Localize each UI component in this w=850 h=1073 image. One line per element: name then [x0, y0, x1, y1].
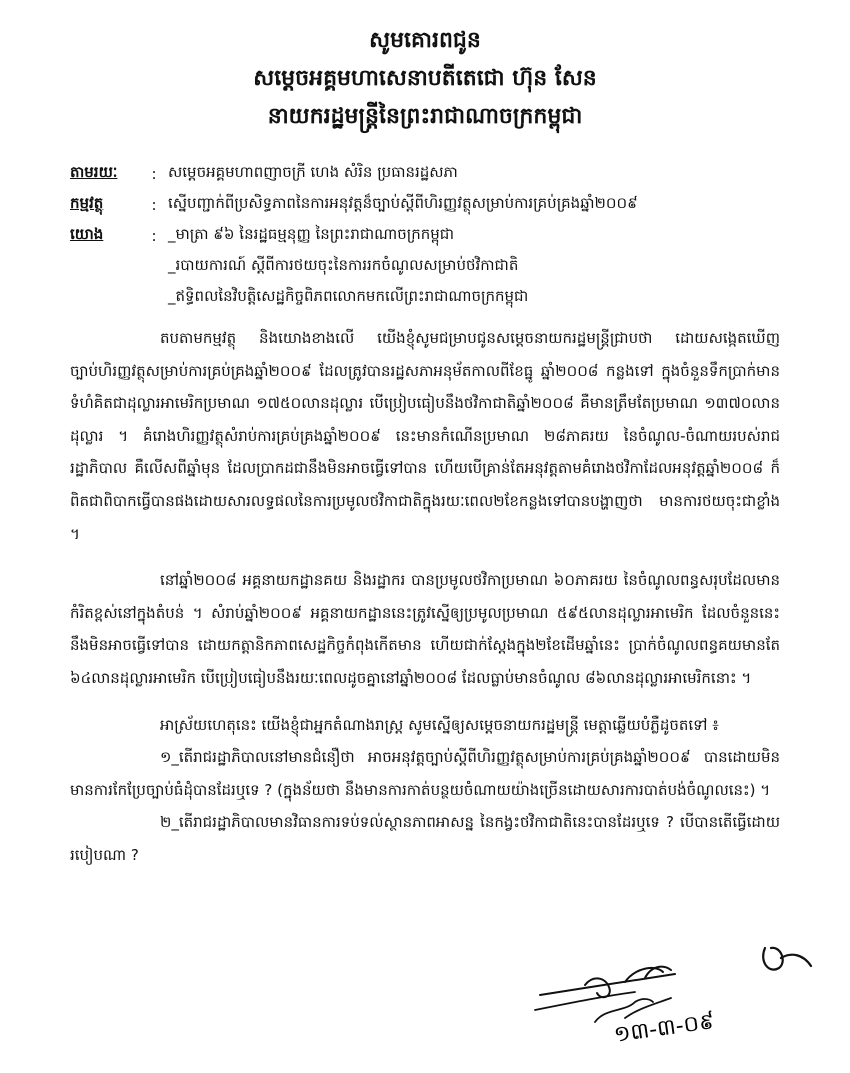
via-value: សម្តេចអគ្គមហាពញាចក្រី ហេង សំរិន ប្រធានរដ្ឋសភា	[168, 162, 458, 181]
reference-label: យោង	[70, 224, 104, 243]
letter-meta	[70, 158, 790, 313]
subject-label: កម្មវត្ថុ	[70, 193, 104, 212]
subject-row	[70, 189, 790, 220]
paragraph-gap	[70, 550, 780, 564]
question-2: ២_តើរាជរដ្ឋាភិបាលមានវិធានការទប់ទល់ស្ថានភាពអាសន្ន នៃកង្វះថវិកាជាតិនេះបានដែរឬទេ ? បើបានតើធ្វើដោយរបៀបណា ?	[70, 813, 780, 864]
body-paragraph-1: តបតាមកម្មវត្ថុ និងយោងខាងលើ យើងខ្ញុំសូមជម្រាបជូនសម្តេចនាយករដ្ឋមន្ត្រីជ្រាបថា ដោយសង្កេតឃើញច្បាប់ហិរញ្ញវត្ថុសម្រាប់ការគ្រប់គ្រងឆ្នាំ២០០៩ ដែលត្រូវបានរដ្ឋសភាអនុម័តកាលពីខែធ្នូ ឆ្នាំ២០០៨ កន្លងទៅ ក្នុងចំនួនទឹកប្រាក់មានទំហំគិតជាដុល្លារអាមេរិកប្រមាណ ១៧៥០លានដុល្លារ បើប្រៀបធៀបនឹងថវិកាជាតិឆ្នាំ២០០៨ គឺមានត្រឹមតែប្រមាណ ១៣៧០លានដុល្លារ ។ គំរោងហិរញ្ញវត្ថុសំរាប់ការគ្រប់គ្រងឆ្នាំ២០០៩ នេះមានកំណើនប្រមាណ ២៨ភាគរយ នៃចំណូល-ចំណាយរបស់រាជរដ្ឋាភិបាល គឺលើសពីឆ្នាំមុន ដែលប្រាកដជានឹងមិនអាចធ្វើទៅបាន ហើយបើគ្រាន់តែអនុវត្តតាមគំរោងថវិកាដែលអនុវត្តឆ្នាំ២០០៨ ក៏ពិតជាពិបាកធ្វើបានផងដោយសារលទ្ធផលនៃការប្រមូលថវិកាជាតិក្នុងរយៈពេល២ខែកន្លងទៅបានបង្ហាញថា មានការថយចុះជាខ្លាំង ។	[70, 329, 780, 543]
reference-item: _របាយការណ៍ ស្តីពីការថយចុះនៃការរកចំណូលសម្រាប់ថវិកាជាតិ	[168, 255, 519, 274]
signature-date: ១៣-៣-០៩	[612, 1009, 717, 1048]
reference-row	[70, 251, 790, 282]
reference-item: _ឥទ្ធិពលនៃវិបត្តិសេដ្ឋកិច្ចពិភពលោកមកលើព្រះរាជាណាចក្រកម្ពុជា	[168, 286, 529, 305]
body-paragraph-2: នៅឆ្នាំ២០០៨ អគ្គនាយកដ្ឋានគយ និងរដ្ឋាករ បានប្រមូលថវិកាប្រមាណ ៦០ភាគរយ នៃចំណូលពន្ធសរុបដែលមានកំរិតខ្ពស់នៅក្នុងតំបន់ ។ សំរាប់ឆ្នាំ២០០៩ អគ្គនាយកដ្ឋាននេះត្រូវស្នើឲ្យប្រមូលប្រមាណ ៥៩៥លានដុល្លារអាមេរិក ដែលចំនួននេះនឹងមិនអាចធ្វើទៅបាន ដោយកត្តានិកភាពសេដ្ឋកិច្ចកំពុងកើតមាន ហើយជាក់ស្តែងក្នុង២ខែដើមឆ្នាំនេះ ប្រាក់ចំណូលពន្ធគយមានតែ ៦៤លានដុល្លារអាមេរិក បើប្រៀបធៀបនឹងរយៈពេលដូចគ្នានៅឆ្នាំ២០០៨ ដែលធ្លាប់មានចំណូល ៨៦លានដុល្លារអាមេរិកនោះ ។	[70, 571, 780, 687]
body-paragraph-3: អាស្រ័យហេតុនេះ យើងខ្ញុំជាអ្នកតំណាងរាស្ត្រ សូមស្នើឲ្យសម្តេចនាយករដ្ឋមន្ត្រី មេត្តាឆ្លើយបំភ្លឺដូចតទៅ ៖	[160, 715, 719, 734]
paragraph-gap	[70, 695, 780, 709]
letter-body	[70, 322, 780, 872]
salutation-line: សូមគោរពជូន	[369, 28, 481, 53]
subject-value: ស្នើបញ្ជាក់ពីប្រសិទ្ធភាពនៃការអនុវត្តន៏ច្បាប់ស្តីពីហិរញ្ញវត្ថុសម្រាប់ការគ្រប់គ្រងឆ្នាំ២០០៩	[168, 193, 638, 212]
reference-colon: :	[151, 226, 157, 245]
recipient-title: នាយករដ្ឋមន្ត្រីនៃព្រះរាជាណាចក្រកម្ពុជា	[267, 104, 583, 129]
via-label: តាមរយៈ	[70, 162, 118, 181]
reference-row	[70, 282, 790, 313]
reference-row	[70, 220, 790, 251]
via-colon: :	[151, 164, 157, 183]
via-row	[70, 158, 790, 189]
subject-colon: :	[151, 195, 157, 214]
question-1: ១_តើរាជរដ្ឋាភិបាលនៅមានជំនឿថា អាចអនុវត្តច្បាប់ស្តីពីហិរញ្ញវត្ថុសម្រាប់ការគ្រប់គ្រងឆ្នាំ២០០៩ បានដោយមិនមានការកែប្រែច្បាប់ធំដុំបានដែរឬទេ ? (ក្នុងន័យថា នឹងមានការកាត់បន្ថយចំណាយយ៉ាងច្រើនដោយសារការបាត់បង់ចំណូលនេះ) ។	[70, 748, 780, 799]
letter-header	[0, 22, 850, 136]
reference-item: _មាត្រា ៩៦ នៃរដ្ឋធម្មនុញ្ញ នៃព្រះរាជាណាចក្រកម្ពុជា	[168, 224, 455, 243]
handwritten-signature	[525, 930, 825, 1060]
recipient-name: សម្តេចអគ្គមហាសេនាបតីតេជោ ហ៊ុន សែន	[253, 66, 597, 91]
